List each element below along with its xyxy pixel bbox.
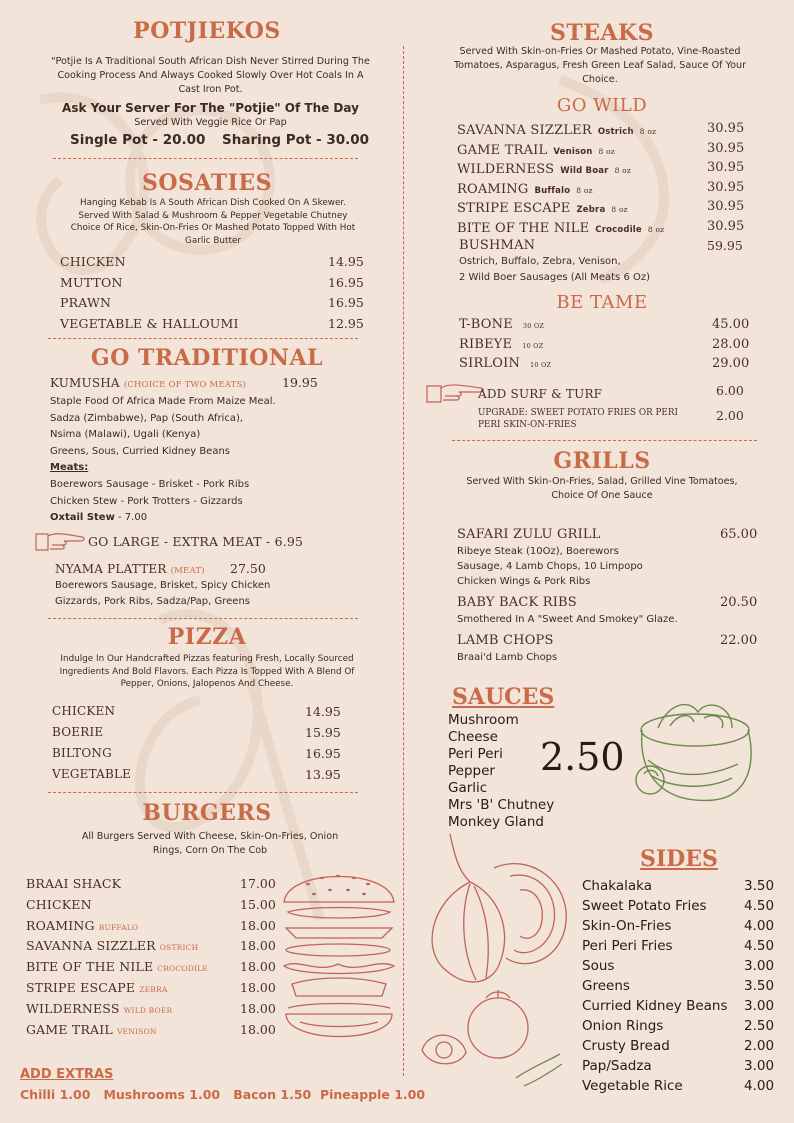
sauce-item: Pepper — [448, 763, 495, 779]
wild-item-price: 30.95 — [707, 160, 745, 175]
wild-name: GAME TRAIL — [457, 142, 548, 158]
potjiekos-served: Served With Veggie Rice Or Pap — [134, 117, 287, 128]
wild-meat: Wild Boar — [560, 166, 609, 176]
burger-name: GAME TRAIL — [26, 1021, 113, 1037]
burger-name: SAVANNA SIZZLER — [26, 938, 156, 954]
wild-meat: Zebra — [576, 205, 606, 215]
grill-item-price: 65.00 — [720, 527, 758, 542]
divider — [53, 158, 358, 159]
tame-oz: 30 OZ — [522, 322, 545, 330]
wild-item-price: 30.95 — [707, 218, 745, 234]
sosatie-item-name: CHICKEN — [60, 254, 126, 269]
pointing-hand-icon — [425, 378, 485, 406]
grill-line: Sausage, 4 Lamb Chops, 10 Limpopo — [457, 561, 643, 572]
burger-item-name — [26, 918, 138, 933]
go-large-line: GO LARGE - EXTRA MEAT - 6.95 — [88, 534, 304, 549]
side-item-name: Crusty Bread — [582, 1038, 670, 1054]
kumusha-name — [50, 376, 246, 390]
pizza-item-price: 15.95 — [305, 725, 341, 740]
side-item-name: Sous — [582, 958, 615, 974]
side-item-price: 3.00 — [744, 958, 775, 974]
pizza-item-name: CHICKEN — [52, 704, 116, 718]
add-extras-title: ADD EXTRAS — [20, 1067, 114, 1082]
sauces-title: SAUCES — [452, 684, 555, 710]
wild-item-name — [457, 201, 628, 216]
burger-item-name — [26, 959, 208, 974]
surf-turf-price: 6.00 — [716, 383, 744, 398]
potjiekos-description: "Potjie Is A Traditional South African Dish Never Stirred During The Cooking Process And Always Cooked Slowly Over Hot Coals In A Cast Iron Pot. — [51, 56, 370, 95]
side-item-name: Greens — [582, 978, 630, 994]
wild-item-name — [457, 123, 656, 138]
tame-item-name — [459, 317, 544, 332]
grills-description: Served With Skin-On-Fries, Salad, Grilled Vine Tomatoes, Choice Of One Sauce — [466, 476, 738, 501]
burger-meat-tag: ZEBRA — [139, 985, 168, 994]
meat-line: Boerewors Sausage - Brisket - Pork Ribs — [50, 479, 250, 490]
bushman-line: Ostrich, Buffalo, Zebra, Venison, — [459, 256, 621, 267]
upgrade-price: 2.00 — [716, 408, 744, 423]
kumusha-note: (CHOICE OF TWO MEATS) — [123, 380, 247, 390]
sosaties-description: Hanging Kebab Is A South African Dish Cooked On A Skewer. Served With Salad & Mushroom & Pepper Vegetable Chutney Choice Of Rice, Skin-On-Fries Or Mashed Potato Topped With Hot Garlic Butter — [70, 198, 356, 246]
burger-name: CHICKEN — [26, 896, 92, 912]
side-item-name: Curried Kidney Beans — [582, 998, 728, 1014]
divider — [452, 440, 757, 441]
side-item-price: 3.50 — [744, 978, 775, 994]
wild-item-name — [457, 182, 593, 197]
burger-item-name — [26, 897, 92, 912]
burger-item-price: 15.00 — [240, 896, 276, 912]
steaks-title: STEAKS — [549, 20, 655, 46]
grills-title: GRILLS — [553, 448, 651, 474]
side-item-price: 2.00 — [744, 1038, 775, 1054]
side-item-name: Sweet Potato Fries — [582, 898, 707, 914]
wild-item-name — [457, 221, 664, 236]
grill-line: Ribeye Steak (10Oz), Boerewors — [457, 546, 619, 557]
wild-item-price: 30.95 — [707, 179, 745, 195]
wild-name: STRIPE ESCAPE — [457, 201, 571, 216]
burger-item-price: 18.00 — [240, 917, 276, 933]
wild-oz: 8 oz — [639, 127, 657, 136]
nyama-line: Gizzards, Pork Ribs, Sadza/Pap, Greens — [55, 596, 250, 607]
side-item-name: Vegetable Rice — [582, 1078, 683, 1094]
side-item-price: 3.00 — [744, 998, 775, 1014]
burger-illustration — [278, 862, 400, 1050]
wild-meat: Buffalo — [534, 185, 571, 196]
be-tame-title: BE TAME — [556, 292, 648, 313]
wild-item-name — [457, 162, 631, 177]
grill-line: Smothered In A "Sweet And Smokey" Glaze. — [457, 614, 678, 625]
tame-oz: 10 OZ — [522, 341, 544, 350]
column-divider — [403, 46, 404, 1076]
side-item-price: 4.50 — [744, 898, 775, 914]
burger-meat-tag: VENISON — [116, 1026, 157, 1036]
grill-item-price: 20.50 — [720, 595, 758, 610]
wild-item-price: 30.95 — [707, 121, 745, 136]
burger-meat-tag: BUFFALO — [98, 922, 139, 932]
oxtail-line — [50, 510, 147, 525]
burger-name: STRIPE ESCAPE — [26, 980, 136, 995]
burger-item-price: 18.00 — [240, 938, 276, 954]
side-item-name: Chakalaka — [582, 878, 652, 894]
sosatie-item-price: 12.95 — [328, 315, 364, 331]
burger-name: WILDERNESS — [26, 1000, 120, 1016]
pointing-hand-icon — [34, 528, 86, 554]
sauce-item: Mushroom — [448, 712, 519, 728]
tame-item-name — [459, 356, 551, 371]
pizza-item-price: 14.95 — [305, 704, 341, 719]
steaks-description: Served With Skin-on-Fries Or Mashed Potato, Vine-Roasted Tomatoes, Asparagus, Fresh Green Leaf Salad, Sauce Of Your Choice. — [453, 46, 747, 85]
sauce-item: Garlic — [448, 780, 488, 796]
pizza-item-name: BILTONG — [52, 746, 112, 760]
burgers-title: BURGERS — [142, 800, 272, 826]
potjiekos-sharing-pot: Sharing Pot - 30.00 — [222, 132, 370, 148]
grill-item-name: BABY BACK RIBS — [457, 595, 577, 610]
wild-item-name — [457, 143, 615, 158]
upgrade-label: UPGRADE: SWEET POTATO FRIES OR PERI PERI SKIN-ON-FRIES — [478, 408, 678, 430]
kumusha-label: KUMUSHA — [50, 376, 120, 390]
burger-item-price: 18.00 — [240, 1021, 276, 1037]
traditional-line: Staple Food Of Africa Made From Maize Meal. — [50, 396, 276, 407]
nyama-name — [55, 562, 205, 576]
meats-label: Meats: — [50, 462, 89, 473]
go-wild-title: GO WILD — [556, 95, 648, 116]
burger-item-name — [26, 1022, 157, 1037]
burger-name: BRAAI SHACK — [26, 876, 122, 891]
pizza-item-price: 16.95 — [305, 746, 341, 761]
wild-name: ROAMING — [457, 181, 529, 197]
burger-meat-tag: WILD BOER — [123, 1005, 173, 1015]
wild-meat: Ostrich — [597, 127, 634, 137]
side-item-price: 3.50 — [744, 878, 775, 894]
wild-name: SAVANNA SIZZLER — [457, 123, 592, 138]
sosatie-item-name: MUTTON — [60, 274, 123, 290]
tame-name: SIRLOIN — [459, 356, 521, 371]
side-item-price: 4.50 — [744, 938, 775, 954]
tame-oz: 10 OZ — [530, 361, 552, 369]
divider — [48, 792, 358, 793]
wild-oz: 8 oz — [598, 146, 615, 156]
sosatie-item-name: PRAWN — [60, 295, 112, 310]
sosaties-title: SOSATIES — [141, 170, 273, 196]
divider — [48, 618, 358, 619]
sauce-item: Peri Peri — [448, 746, 503, 762]
oxtail-price: - 7.00 — [114, 512, 148, 523]
burger-item-price: 18.00 — [240, 959, 276, 975]
potjiekos-ask: Ask Your Server For The "Potjie" Of The Day — [62, 101, 359, 115]
grill-item-name: LAMB CHOPS — [457, 633, 554, 648]
wild-item-price: 30.95 — [707, 140, 745, 156]
nyama-note: (MEAT) — [170, 566, 205, 576]
wild-oz: 8 oz — [576, 185, 593, 195]
burger-item-name — [26, 938, 198, 953]
sauce-item: Monkey Gland — [448, 814, 544, 830]
burger-item-name — [26, 876, 121, 891]
wild-meat: Crocodile — [595, 224, 642, 235]
side-item-name: Pap/Sadza — [582, 1058, 652, 1074]
side-item-price: 3.00 — [744, 1058, 775, 1074]
burger-name: BITE OF THE NILE — [26, 959, 154, 975]
grill-line: Braai'd Lamb Chops — [457, 652, 558, 663]
bushman-name: BUSHMAN — [459, 238, 536, 253]
traditional-line: Nsima (Malawi), Ugali (Kenya) — [50, 429, 201, 440]
tame-item-price: 28.00 — [712, 336, 750, 352]
bushman-line: 2 Wild Boer Sausages (All Meats 6 Oz) — [459, 272, 651, 283]
wild-name: WILDERNESS — [457, 162, 555, 177]
surf-turf-label: ADD SURF & TURF — [478, 387, 603, 401]
potjiekos-title: POTJIEKOS — [133, 18, 281, 44]
wild-meat: Venison — [553, 146, 593, 157]
nyama-label: NYAMA PLATTER — [55, 562, 167, 576]
burger-meat-tag: OSTRICH — [159, 943, 199, 953]
grill-line: Chicken Wings & Pork Ribs — [457, 576, 591, 587]
bushman-price: 59.95 — [707, 238, 743, 253]
tame-item-name — [459, 337, 543, 352]
wild-name: BITE OF THE NILE — [457, 220, 590, 236]
wild-item-price: 30.95 — [707, 199, 745, 214]
nyama-price: 27.50 — [230, 561, 266, 576]
traditional-title: GO TRADITIONAL — [90, 345, 324, 371]
side-item-name: Peri Peri Fries — [582, 938, 673, 954]
meat-line: Chicken Stew - Pork Trotters - Gizzards — [50, 495, 243, 507]
sosatie-item-name: VEGETABLE & HALLOUMI — [60, 315, 239, 331]
tame-name: T-BONE — [459, 317, 513, 332]
potjiekos-single-pot: Single Pot - 20.00 — [70, 132, 206, 148]
burger-item-name — [26, 1001, 172, 1016]
pizza-description: Indulge In Our Handcrafted Pizzas featuring Fresh, Locally Sourced Ingredients And Bold Flavors. Each Pizza Is Topped With A Blend Of Pepper, Onions, Jalopenos And Cheese. — [59, 654, 355, 689]
nyama-line: Boerewors Sausage, Brisket, Spicy Chicken — [55, 580, 271, 591]
pizza-title: PIZZA — [167, 624, 247, 650]
add-extras-list: Chilli 1.00 Mushrooms 1.00 Bacon 1.50 Pineapple 1.00 — [20, 1087, 426, 1102]
wild-oz: 8 oz — [647, 224, 665, 234]
side-item-price: 2.50 — [744, 1018, 775, 1034]
dip-bowl-illustration — [628, 690, 760, 808]
burger-item-price: 18.00 — [240, 980, 276, 995]
sosatie-item-price: 14.95 — [328, 254, 364, 269]
sides-title: SIDES — [640, 846, 718, 872]
burger-item-price: 18.00 — [240, 1000, 276, 1016]
tame-item-price: 45.00 — [712, 317, 750, 332]
onion-tomato-illustration — [420, 832, 580, 1092]
grill-item-price: 22.00 — [720, 633, 758, 648]
sosatie-item-price: 16.95 — [328, 295, 364, 310]
tame-item-price: 29.00 — [712, 356, 750, 371]
burgers-description: All Burgers Served With Cheese, Skin-On-Fries, Onion Rings, Corn On The Cob — [81, 831, 339, 856]
grill-item-name: SAFARI ZULU GRILL — [457, 527, 601, 542]
sauce-item: Cheese — [448, 729, 498, 745]
tame-name: RIBEYE — [459, 336, 513, 352]
traditional-line: Greens, Sous, Curried Kidney Beans — [50, 445, 231, 457]
side-item-name: Skin-On-Fries — [582, 918, 672, 934]
side-item-price: 4.00 — [744, 1078, 775, 1094]
kumusha-price: 19.95 — [282, 375, 318, 390]
wild-oz: 8 oz — [611, 205, 628, 214]
burger-item-price: 17.00 — [240, 876, 276, 891]
traditional-line: Sadza (Zimbabwe), Pap (South Africa), — [50, 412, 244, 424]
wild-oz: 8 oz — [614, 166, 632, 175]
sauces-price: 2.50 — [540, 735, 625, 779]
sauce-item: Mrs 'B' Chutney — [448, 797, 555, 813]
pizza-item-price: 13.95 — [305, 767, 341, 782]
divider — [48, 338, 358, 339]
oxtail-label: Oxtail Stew — [50, 512, 115, 523]
burger-name: ROAMING — [26, 917, 95, 933]
burger-meat-tag: CROCODILE — [157, 964, 208, 974]
side-item-name: Onion Rings — [582, 1018, 664, 1034]
pizza-item-name: BOERIE — [52, 725, 104, 739]
pizza-item-name: VEGETABLE — [52, 767, 132, 781]
sosatie-item-price: 16.95 — [328, 274, 364, 290]
side-item-price: 4.00 — [744, 918, 775, 934]
burger-item-name — [26, 980, 167, 995]
